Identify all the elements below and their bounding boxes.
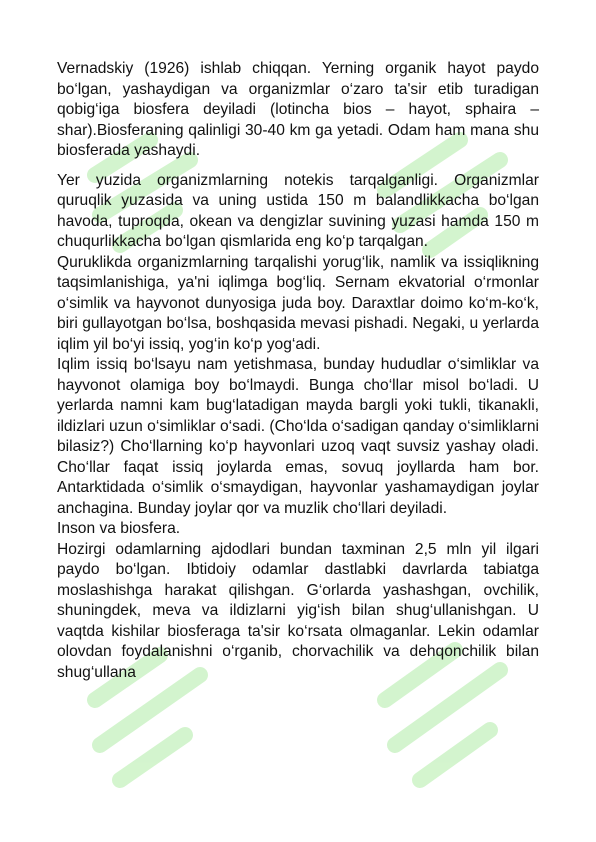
section-heading-inson-biosfera: Inson va biosfera. (57, 520, 181, 537)
paragraph-land-distribution: Quruklikda organizmlarning tarqalishi yorug‘lik, namlik va issiqlikning taqsimlanishiga, ya'ni iqlimga bog‘liq. Sernam ekvatorial o‘rmonlar o‘simlik va hayvonot dunyosiga juda boy. Daraxtlar doimo ko‘m-ko‘k, biri gullayotgan bo‘lsa, boshqasida mevasi pishadi. Negaki, u yerlarda iqlim yil bo‘yi issiq, yog‘in ko‘p yog‘adi. (57, 253, 539, 353)
paragraph-distribution: Yer yuzida organizmlarning notekis tarqalganligi. Organizmlar quruqlik yuzasida va uning ustida 150 m balandlikkacha bo‘lgan havoda, tuproqda, okean va dengizlar suvining yuzasi hamda 150 m chuqurlikkacha bo‘lgan qismlarida eng ko‘p tarqalgan. (57, 171, 539, 250)
paragraph-human-ancestors: Hozirgi odamlarning ajdodlari bundan taxminan 2,5 mln yil ilgari paydo bo‘lgan. Ibtidoiy odamlar dastlabki davrlarda tabiatga moslashishga harakat qilishgan. G‘orlarda yashashgan, ovchilik, shuningdek, meva va ildizlarni yig‘ish bilan shug‘ullanishgan. U vaqtda kishilar biosferaga ta'sir ko‘rsata olmaganlar. Lekin odamlar olovdan foydalanishni o‘rganib, chorvachilik va dehqonchilik bilan shug‘ullana (57, 540, 539, 681)
paragraph-deserts: Iqlim issiq bo‘lsayu nam yetishmasa, bunday hududlar o‘simliklar va hayvonot olamiga boy bo‘lmaydi. Bunga cho‘llar misol bo‘ladi. U yerlarda namni kam bug‘latadigan mayda bargli yoki tukli, tikanakli, ildizlari uzun o‘simliklar o‘sadi. (Cho‘lda o‘sadigan qanday o‘simliklarni bilasiz?) Cho‘llarning ko‘p hayvonlari uzoq vaqt suvsiz yashay oladi. Cho‘llar faqat issiq joylarda emas, sovuq joyllarda ham bor. Antarktidada o‘simlik o‘smaydigan, hayvonlar yashamaydigan joylar anchagina. Bunday joylar qor va muzlik cho‘llari deyiladi. (57, 356, 539, 517)
document-body (57, 59, 539, 683)
paragraph-biosfera-definition: Vernadskiy (1926) ishlab chiqqan. Yerning organik hayot paydo bo‘lgan, yashaydigan va organizmlar o‘zaro ta'sir etib turadigan qobig‘iga biosfera deyiladi (lotincha bios – hayot, sphaira –shar).Biosferaning qalinligi 30-40 km ga yetadi. Odam ham mana shu biosferada yashaydi. (57, 60, 539, 159)
